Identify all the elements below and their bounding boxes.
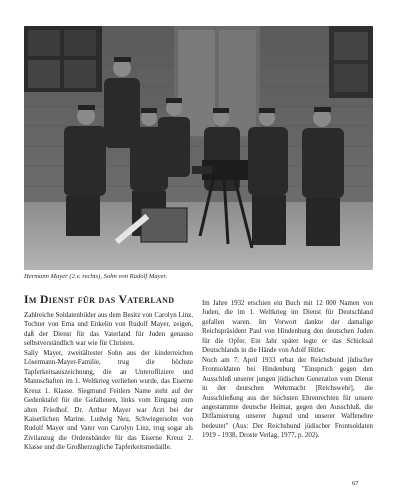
right-text-column: [202, 299, 373, 441]
historical-photograph: [24, 26, 373, 270]
paragraph: Noch am 7. April 1933 erbat der Reichsbund jüdischer Frontsoldaten bei Hindenburg "Einspruch gegen den Ausschluß unserer jungen jüdischen Generation vom Dienst in der deutschen Wehrmacht [Reichswehr], die Ausschließung aus der höchsten Ehrenrechten für unsere angestammte deutsche Heimat, gegen den Ausschluß, die Diffamierung unserer Jugend und unserer Waffenehre bedeutet" (Aus: Der Reichsbund jüdischer Frontsoldaten 1919 - 1938, Droste Verlag, 1977, p. 202).: [202, 355, 373, 440]
paragraph: Sally Mayer, zweitältester Sohn aus der kinderreichen Lösermann-Mayer-Familie, trug die höchste Tapferkeitsauszeichnung, die an Unteroffiziere und Mannschaften im 1. Weltkrieg verliehen wurde, das Eiserne Kreuz 1. Klasse. Siegmund Feitlers Name steht auf der Gedenktafel für die Gefallenen, links vom Eingang zum alten Friedhof. Dr. Arthur Mayer war Arzt bei der Kaiserlichen Marine. Ludwig Neu, Schwiegersohn von Rudolf Mayer und Vater von Carolyn Linz, trug sogar als Zivilanzug die Ordensbänder für das Eiserne Kreuz 2. Klasse und die Großherzogliche Tapferkeitsmedaille.: [24, 348, 193, 452]
section-heading: Im Dienst für das Vaterland: [24, 293, 175, 306]
paragraph: Im Jahre 1932 erschien ein Buch mit 12 000 Namen von Juden, die im 1. Weltkrieg im Dienst für Deutschland gefallen waren. Im Vorwort dankte der damalige Reichspräsident Paul von Hindenburg den deutschen Juden für die Opfer. Ein Jahr später legte er das Schicksal Deutschlands in die Hände von Adolf Hitler.: [202, 299, 373, 355]
paragraph: Zahlreiche Soldatenbilder aus dem Besitz von Carolyn Linz, Tochter von Erna und Enkelin von Rudolf Mayer, zeigen, daß der Dienst für das Vaterland für Juden genauso selbstverständlich war wie für Christen.: [24, 311, 193, 348]
left-text-column: [24, 311, 193, 453]
soldiers-group-photo: [24, 26, 373, 270]
page-number: 67: [352, 480, 359, 487]
photo-caption: Hermann Mayer (2.v. rechts), Sohn von Rudolf Mayer.: [24, 273, 168, 280]
